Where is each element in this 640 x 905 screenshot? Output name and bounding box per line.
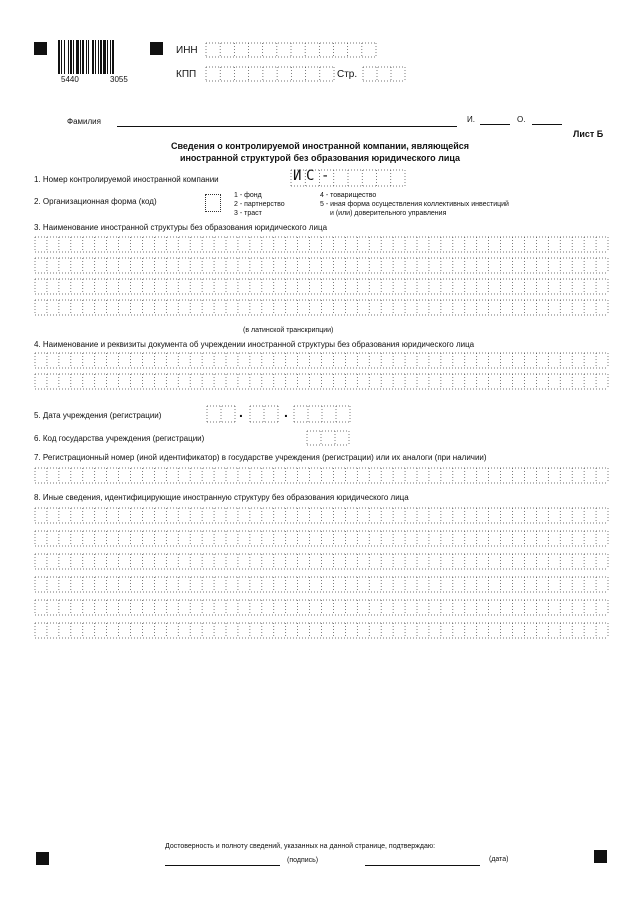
org-form-option-5a: 5 - иная форма осуществления коллективных инвестиций [320, 201, 509, 208]
page-title [0, 140, 640, 164]
kpp-label: КПП [176, 69, 197, 80]
page-title-line-2: иностранной структурой без образования юридического лица [179, 153, 461, 163]
field-2-label: 2. Организационная форма (код) [34, 197, 157, 206]
founding-document-grid[interactable] [34, 352, 609, 396]
barcode-number-left: 5440 [61, 75, 79, 84]
signature-label: (подпись) [287, 857, 319, 864]
company-number-prefix-2: С [306, 168, 315, 184]
page-title-line-1: Сведения о контролируемой иностранной компании, являющейся [170, 141, 470, 151]
company-number-dash: - [321, 168, 330, 184]
initial-i-line[interactable] [480, 124, 510, 125]
field-6-label: 6. Код государства учреждения (регистрации) [34, 434, 205, 443]
field-4-label: 4. Наименование и реквизиты документа об учреждении иностранной структуры без образования юридического лица [34, 340, 475, 349]
registration-marker-top-right [150, 42, 163, 55]
org-form-code-field[interactable] [205, 194, 221, 212]
kpp-field[interactable] [205, 66, 335, 82]
founding-date-year[interactable] [293, 405, 351, 423]
company-number-prefix-1: И [293, 168, 302, 184]
latin-transcription-note: (в латинской транскрипции) [243, 327, 334, 334]
registration-marker-bottom-left [36, 852, 49, 865]
other-info-grid[interactable] [34, 507, 609, 647]
date-label: (дата) [489, 856, 509, 863]
registration-marker-top-left [34, 42, 47, 55]
initial-o-label: О. [517, 115, 526, 124]
field-7-label: 7. Регистрационный номер (иной идентификатор) в государстве учреждения (регистрации) или их аналоги (при наличии) [34, 453, 487, 462]
barcode-number-right: 3055 [110, 75, 128, 84]
founding-date-month[interactable] [249, 405, 279, 423]
page-number-field[interactable] [362, 66, 406, 82]
field-8-label: 8. Иные сведения, идентифицирующие иностранную структуру без образования юридического лица [34, 493, 409, 502]
structure-name-grid[interactable] [34, 236, 609, 326]
page-number-label: Стр. [337, 69, 358, 80]
org-form-option-1: 1 - фонд [234, 192, 262, 199]
confirmation-text: Достоверность и полноту сведений, указанных на данной странице, подтверждаю: [165, 843, 436, 850]
signature-line[interactable] [165, 865, 280, 866]
initial-i-label: И. [467, 115, 475, 124]
registration-number-grid[interactable] [34, 467, 609, 489]
field-5-label: 5. Дата учреждения (регистрации) [34, 411, 162, 420]
country-code-field[interactable] [306, 430, 350, 446]
barcode [58, 40, 140, 74]
surname-line[interactable] [117, 126, 457, 127]
inn-field[interactable] [205, 42, 377, 58]
founding-date-dot-1: . [239, 404, 243, 420]
inn-label: ИНН [176, 45, 198, 56]
field-1-label: 1. Номер контролируемой иностранной компании [34, 175, 219, 184]
surname-label: Фамилия [67, 117, 101, 126]
date-line[interactable] [365, 865, 480, 866]
org-form-option-3: 3 - траст [234, 210, 262, 217]
sheet-label: Лист Б [573, 129, 604, 139]
founding-date-day[interactable] [206, 405, 236, 423]
field-3-label: 3. Наименование иностранной структуры без образования юридического лица [34, 223, 328, 232]
org-form-option-5b: и (или) доверительного управления [330, 210, 447, 217]
org-form-option-4: 4 - товарищество [320, 192, 377, 199]
initial-o-line[interactable] [532, 124, 562, 125]
registration-marker-bottom-right [594, 850, 607, 863]
org-form-option-2: 2 - партнерство [234, 201, 285, 208]
founding-date-dot-2: . [284, 404, 288, 420]
